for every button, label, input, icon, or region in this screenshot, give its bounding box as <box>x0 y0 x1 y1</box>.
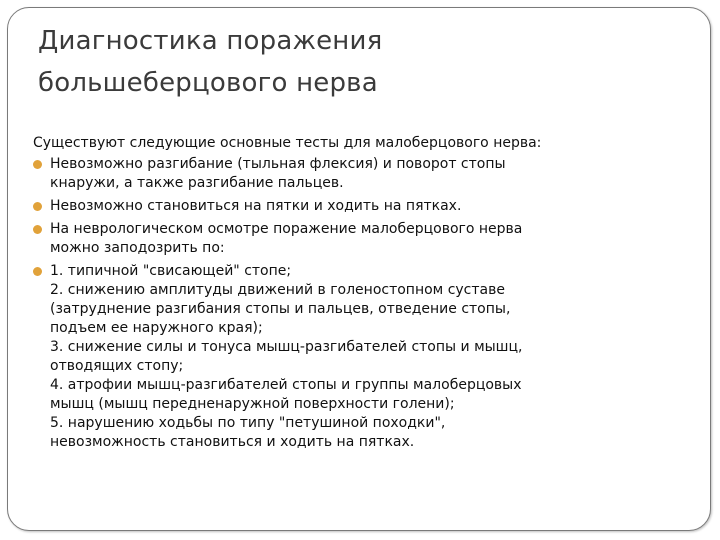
bullet-text-line: Невозможно разгибание (тыльная флексия) и поворот стопы <box>50 156 506 172</box>
bullet-text-line: мышц (мышц передненаружной поверхности голени); <box>50 396 455 412</box>
list-item <box>33 197 693 216</box>
bullet-text-line: 2. снижению амплитуды движений в голеностопном суставе <box>50 282 505 298</box>
slide-title <box>38 20 678 104</box>
bullet-icon <box>33 202 42 211</box>
bullet-icon <box>33 225 42 234</box>
slide-body <box>33 134 693 456</box>
list-item <box>33 220 693 258</box>
bullet-text-line: 4. атрофии мышц-разгибателей стопы и группы малоберцовых <box>50 377 522 393</box>
list-item <box>33 262 693 452</box>
title-line: большеберцового нерва <box>38 68 378 98</box>
bullet-icon <box>33 160 42 169</box>
bullet-text-line: 3. снижение силы и тонуса мышц-разгибателей стопы и мышц, <box>50 339 523 355</box>
bullet-text-line: подъем ее наружного края); <box>50 320 263 336</box>
bullet-text-line: Невозможно становиться на пятки и ходить на пятках. <box>50 198 462 214</box>
bullet-text-line: можно заподозрить по: <box>50 240 225 256</box>
list-item <box>33 155 693 193</box>
bullet-text-line: На неврологическом осмотре поражение малоберцового нерва <box>50 221 523 237</box>
bullet-text-line: невозможность становиться и ходить на пятках. <box>50 434 415 450</box>
bullet-text-line: 1. типичной "свисающей" стопе; <box>50 263 292 279</box>
bullet-text-line: отводящих стопу; <box>50 358 184 374</box>
bullet-text-line: 5. нарушению ходьбы по типу "петушиной походки", <box>50 415 446 431</box>
bullet-icon <box>33 267 42 276</box>
bullet-text-line: (затруднение разгибания стопы и пальцев, отведение стопы, <box>50 301 511 317</box>
intro-text: Существуют следующие основные тесты для малоберцового нерва: <box>33 135 542 151</box>
bullet-text-line: кнаружи, а также разгибание пальцев. <box>50 175 344 191</box>
title-line: Диагностика поражения <box>38 26 383 56</box>
bullet-list <box>33 155 693 452</box>
